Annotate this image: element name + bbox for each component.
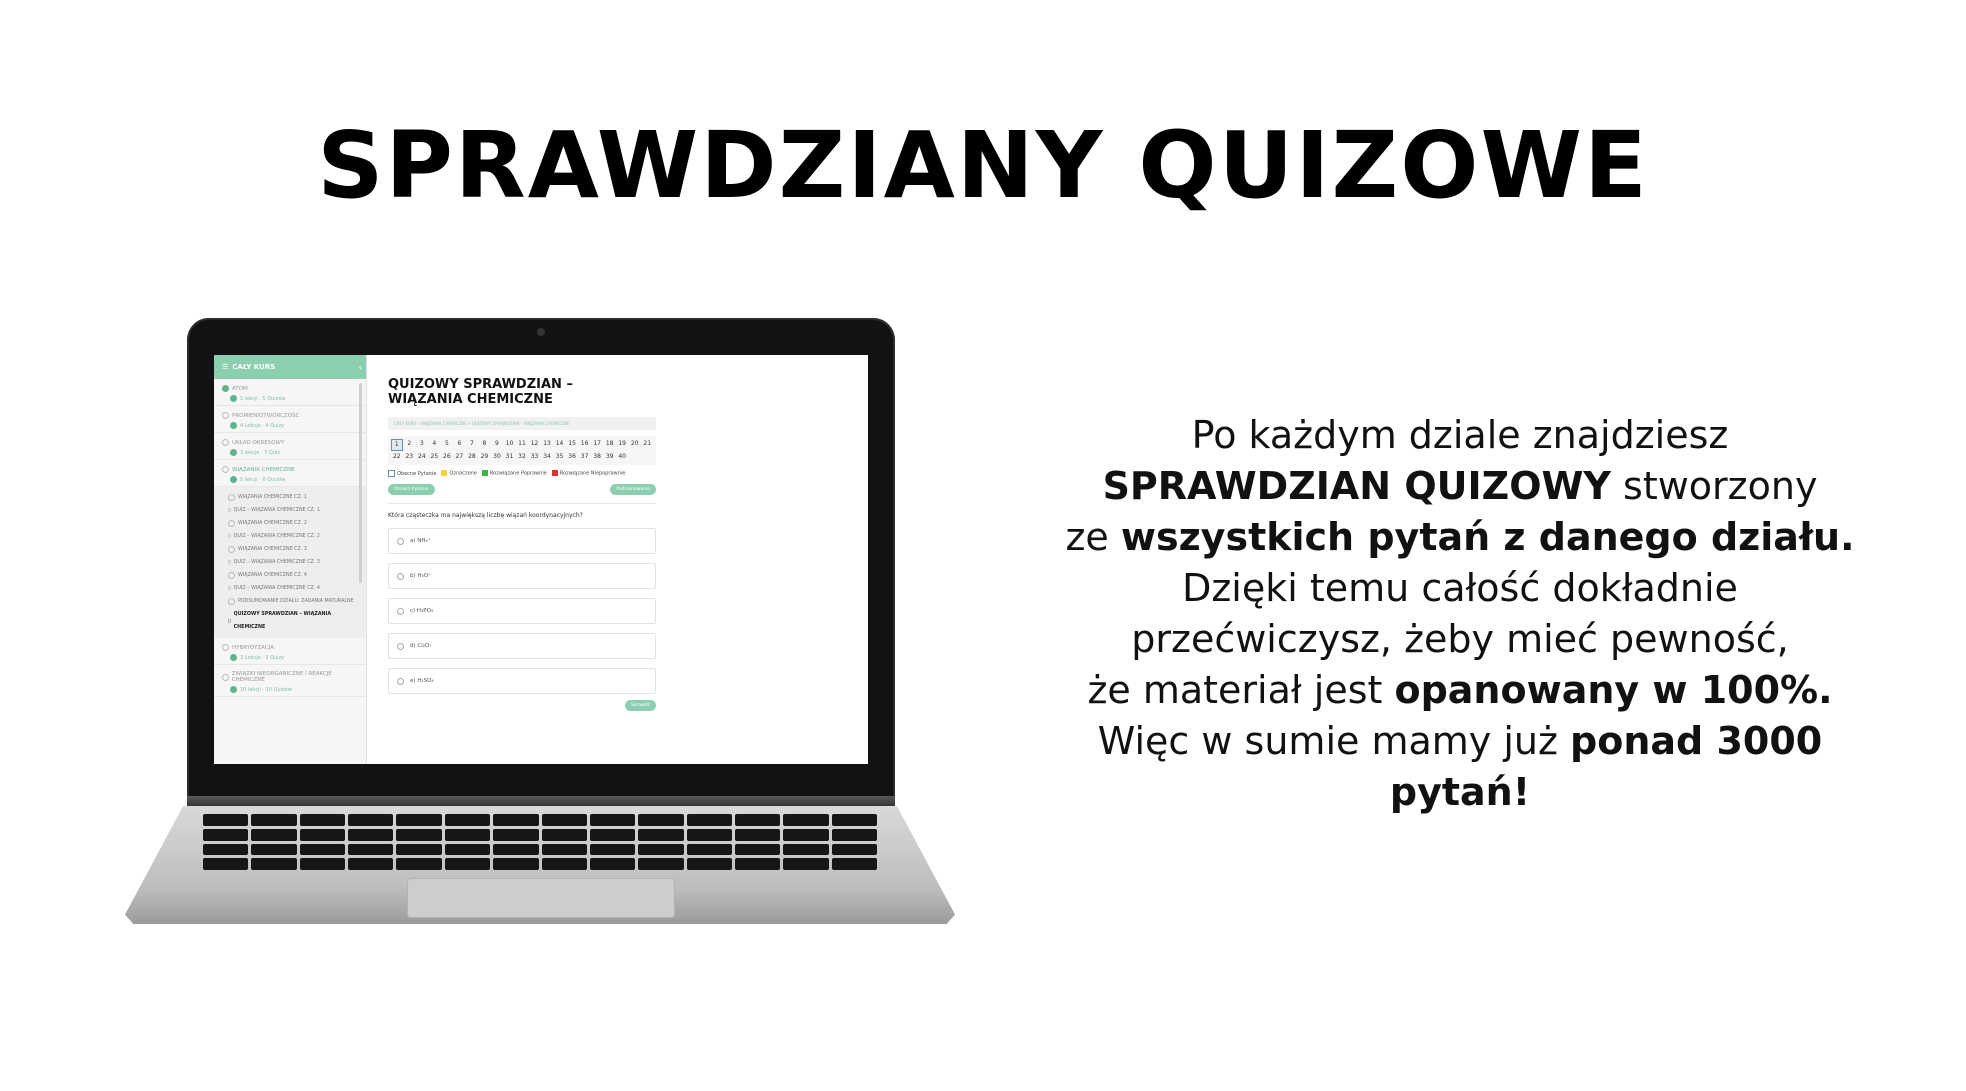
document-icon: ▯ bbox=[228, 586, 231, 591]
circle-icon bbox=[228, 494, 235, 501]
keyboard-key bbox=[783, 858, 828, 870]
keyboard-key bbox=[348, 858, 393, 870]
keyboard-key bbox=[396, 814, 441, 826]
square-icon bbox=[441, 470, 447, 476]
question-number-39[interactable]: 39 bbox=[605, 453, 614, 460]
question-number-29[interactable]: 29 bbox=[480, 453, 489, 460]
description-line: Więc w sumie mamy już bbox=[1097, 719, 1571, 763]
keyboard-key bbox=[735, 858, 780, 870]
description-line: że materiał jest bbox=[1087, 668, 1395, 712]
laptop-mockup bbox=[125, 318, 955, 933]
keyboard-key bbox=[203, 844, 248, 856]
lesson-label: PODSUMOWANIE DZIAŁU: ZADANIA MATURALNE bbox=[238, 599, 354, 604]
check-icon bbox=[230, 395, 237, 402]
question-number-4[interactable]: 4 bbox=[432, 440, 437, 447]
question-number-19[interactable]: 19 bbox=[618, 440, 626, 447]
lesson-label: QUIZ – WIĄZANIA CHEMICZNE CZ. 1 bbox=[233, 508, 320, 513]
question-number-3[interactable]: 3 bbox=[419, 440, 424, 447]
option-label: d) Cl₂O₇ bbox=[410, 643, 432, 649]
legend-label: Rozwiązane Poprawnie bbox=[489, 470, 547, 477]
question-text: Która cząsteczka ma największą liczbę wiązań koordynacyjnych? bbox=[388, 512, 583, 519]
quiz-item-current[interactable] bbox=[228, 608, 360, 634]
keyboard-key bbox=[251, 829, 296, 841]
section-meta: 3 lekcje · 7 Quiz bbox=[240, 449, 281, 456]
question-number-6[interactable]: 6 bbox=[457, 440, 462, 447]
keyboard-key bbox=[638, 829, 683, 841]
quiz-main bbox=[388, 377, 656, 711]
keyboard-key bbox=[493, 814, 538, 826]
question-number-40[interactable]: 40 bbox=[618, 453, 626, 460]
keyboard-key bbox=[542, 858, 587, 870]
legend-wrong bbox=[552, 470, 625, 477]
laptop-screen bbox=[214, 355, 868, 764]
legend-label: Obecne Pytanie bbox=[397, 471, 437, 477]
question-number-31[interactable]: 31 bbox=[505, 453, 514, 460]
sidebar-section-zwiazki[interactable] bbox=[214, 665, 366, 697]
question-number-21[interactable]: 21 bbox=[643, 440, 652, 447]
keyboard-key bbox=[783, 844, 828, 856]
keyboard-key bbox=[638, 858, 683, 870]
question-number-14[interactable]: 14 bbox=[555, 440, 564, 447]
answer-option-b[interactable] bbox=[388, 563, 656, 589]
keyboard-key bbox=[590, 844, 635, 856]
keyboard-key bbox=[396, 858, 441, 870]
keyboard-key bbox=[832, 814, 877, 826]
answer-option-a[interactable] bbox=[388, 528, 656, 554]
keyboard-key bbox=[251, 814, 296, 826]
mark-question-button[interactable]: Oznacz Pytanie bbox=[388, 484, 435, 495]
description-line: Dzięki temu całość dokładnie bbox=[1182, 566, 1738, 610]
question-number-27[interactable]: 27 bbox=[455, 453, 464, 460]
question-number-2[interactable]: 2 bbox=[407, 440, 412, 447]
question-number-33[interactable]: 33 bbox=[530, 453, 539, 460]
answer-option-d[interactable] bbox=[388, 633, 656, 659]
keyboard-key bbox=[396, 829, 441, 841]
section-meta: 10 lekcji · 10 Quizów bbox=[240, 686, 292, 693]
lesson-item[interactable] bbox=[228, 595, 360, 608]
radio-icon bbox=[397, 678, 404, 685]
question-number-37[interactable]: 37 bbox=[580, 453, 589, 460]
document-icon: ▯ bbox=[228, 560, 231, 565]
keyboard-key bbox=[783, 829, 828, 841]
check-icon bbox=[222, 385, 229, 392]
description-text bbox=[1030, 410, 1890, 818]
keyboard-key bbox=[687, 858, 732, 870]
legend-current bbox=[388, 470, 436, 477]
keyboard-key bbox=[445, 829, 490, 841]
quiz-title-line-2: WIĄZANIA CHEMICZNE bbox=[388, 392, 553, 407]
sidebar-header[interactable] bbox=[214, 355, 366, 379]
option-label: a) NH₄⁺ bbox=[410, 538, 431, 544]
section-name: ATOM bbox=[232, 385, 248, 392]
description-bold: wszystkich pytań z danego działu. bbox=[1120, 515, 1855, 559]
lesson-item[interactable] bbox=[228, 543, 360, 556]
radio-icon bbox=[397, 643, 404, 650]
keyboard-key bbox=[832, 829, 877, 841]
keyboard bbox=[203, 814, 877, 870]
question-number-17[interactable]: 17 bbox=[593, 440, 601, 447]
keyboard-key bbox=[542, 814, 587, 826]
keyboard-key bbox=[638, 844, 683, 856]
keyboard-key bbox=[735, 829, 780, 841]
lesson-item[interactable] bbox=[228, 569, 360, 582]
question-number-18[interactable]: 18 bbox=[605, 440, 614, 447]
circle-icon bbox=[222, 439, 229, 446]
question-number-7[interactable]: 7 bbox=[469, 440, 474, 447]
lesson-item[interactable] bbox=[228, 517, 360, 530]
lesson-label: WIĄZANIA CHEMICZNE CZ. 2 bbox=[238, 521, 307, 526]
question-number-9[interactable]: 9 bbox=[495, 440, 499, 447]
circle-icon bbox=[228, 520, 235, 527]
lesson-label: WIĄZANIA CHEMICZNE CZ. 1 bbox=[238, 495, 307, 500]
keyboard-key bbox=[638, 814, 683, 826]
check-icon bbox=[230, 686, 237, 693]
quiz-title bbox=[388, 377, 656, 407]
question-number-5[interactable]: 5 bbox=[444, 440, 449, 447]
radio-icon bbox=[397, 538, 404, 545]
keyboard-key bbox=[300, 829, 345, 841]
lesson-label: QUIZ – WIĄZANIA CHEMICZNE CZ. 3 bbox=[233, 560, 320, 565]
option-label: e) H₂SO₄ bbox=[410, 678, 434, 684]
course-sidebar bbox=[214, 355, 367, 764]
keyboard-key bbox=[203, 829, 248, 841]
lesson-label: QUIZ – WIĄZANIA CHEMICZNE CZ. 4 bbox=[233, 586, 320, 591]
keyboard-key bbox=[251, 844, 296, 856]
square-icon bbox=[388, 470, 395, 477]
section-name: PROMIENIOTWÓRCZOŚĆ bbox=[232, 412, 300, 419]
list-icon: ☰ bbox=[222, 363, 229, 371]
sidebar-header-label: CAŁY KURS bbox=[232, 363, 276, 371]
description-line: stworzony bbox=[1610, 464, 1818, 508]
circle-icon bbox=[228, 572, 235, 579]
sidebar-section-wiazania[interactable] bbox=[214, 460, 366, 487]
question-number-38[interactable]: 38 bbox=[593, 453, 601, 460]
keyboard-key bbox=[348, 844, 393, 856]
chevron-left-icon[interactable]: ‹ bbox=[358, 362, 362, 372]
question-number-grid bbox=[388, 436, 656, 465]
legend-marked bbox=[441, 470, 476, 477]
keyboard-key bbox=[590, 829, 635, 841]
sidebar-section-promieniotworczosc[interactable] bbox=[214, 406, 366, 433]
breadcrumb[interactable]: CAŁY KURS » WIĄZANIA CHEMICZNE » QUIZOWY SPRAWDZIAN – WIĄZANIA CHEMICZNE bbox=[388, 417, 656, 430]
keyboard-key bbox=[348, 829, 393, 841]
camera-icon bbox=[537, 328, 545, 336]
sidebar-section-uklad-okresowy[interactable] bbox=[214, 433, 366, 460]
question-number-16[interactable]: 16 bbox=[580, 440, 589, 447]
question-number-10[interactable]: 10 bbox=[505, 440, 514, 447]
keyboard-key bbox=[203, 858, 248, 870]
touchpad bbox=[407, 878, 675, 918]
question-number-13[interactable]: 13 bbox=[543, 440, 551, 447]
section-meta: 5 lekcji · 6 Quizów bbox=[240, 476, 286, 483]
keyboard-key bbox=[300, 858, 345, 870]
document-icon: ▯ bbox=[228, 534, 231, 539]
keyboard-key bbox=[493, 829, 538, 841]
keyboard-key bbox=[445, 844, 490, 856]
document-icon: ▯ bbox=[228, 508, 231, 513]
answer-option-c[interactable] bbox=[388, 598, 656, 624]
keyboard-key bbox=[590, 814, 635, 826]
option-label: b) H₃O⁺ bbox=[410, 573, 431, 579]
keyboard-key bbox=[832, 844, 877, 856]
circle-icon bbox=[222, 644, 229, 651]
description-bold: pytań! bbox=[1389, 770, 1531, 814]
section-meta: 4 Lekcje · 4 Quizy bbox=[240, 422, 285, 429]
keyboard-key bbox=[542, 844, 587, 856]
summary-button[interactable]: Podsumowanie bbox=[610, 484, 656, 495]
page-title: SPRAWDZIANY QUIZOWE bbox=[317, 112, 1649, 219]
keyboard-key bbox=[735, 844, 780, 856]
keyboard-key bbox=[783, 814, 828, 826]
keyboard-key bbox=[493, 844, 538, 856]
question-number-24[interactable]: 24 bbox=[417, 453, 426, 460]
quiz-title-line-1: QUIZOWY SPRAWDZIAN – bbox=[388, 377, 573, 392]
legend-label: Rozwiązane Niepoprawnie bbox=[559, 470, 626, 477]
lesson-item[interactable] bbox=[228, 491, 360, 504]
keyboard-key bbox=[493, 858, 538, 870]
lesson-label: QUIZOWY SPRAWDZIAN – WIĄZANIA CHEMICZNE bbox=[233, 612, 332, 630]
keyboard-key bbox=[396, 844, 441, 856]
keyboard-key bbox=[542, 829, 587, 841]
legend-label: Oznaczone bbox=[449, 470, 477, 477]
section-meta: 3 Lekcje · 3 Quizy bbox=[240, 654, 285, 661]
divider bbox=[388, 503, 656, 504]
status-legend bbox=[388, 470, 656, 477]
keyboard-key bbox=[251, 858, 296, 870]
question-number-20[interactable]: 20 bbox=[630, 440, 639, 447]
check-icon bbox=[230, 476, 237, 483]
section-name: WIĄZANIA CHEMICZNE bbox=[232, 466, 295, 473]
description-line: ze bbox=[1065, 515, 1121, 559]
question-number-34[interactable]: 34 bbox=[543, 453, 551, 460]
question-number-32[interactable]: 32 bbox=[518, 453, 526, 460]
description-line: Po każdym dziale znajdziesz bbox=[1191, 413, 1729, 457]
keyboard-key bbox=[687, 844, 732, 856]
keyboard-key bbox=[203, 814, 248, 826]
keyboard-key bbox=[445, 814, 490, 826]
question-number-11[interactable]: 11 bbox=[518, 440, 526, 447]
check-button[interactable]: Sprawdź bbox=[625, 700, 656, 711]
quiz-item[interactable] bbox=[228, 504, 360, 517]
legend-correct bbox=[482, 470, 547, 477]
check-icon bbox=[230, 422, 237, 429]
description-bold: opanowany w 100%. bbox=[1394, 668, 1833, 712]
circle-icon bbox=[228, 546, 235, 553]
circle-icon bbox=[228, 598, 235, 605]
section-name: ZWIĄZKI NIEORGANICZNE I REAKCJE CHEMICZNE bbox=[231, 671, 332, 683]
description-bold: SPRAWDZIAN QUIZOWY bbox=[1102, 464, 1611, 508]
circle-icon bbox=[222, 466, 229, 473]
keyboard-key bbox=[348, 814, 393, 826]
quiz-item[interactable] bbox=[228, 530, 360, 543]
answer-option-e[interactable] bbox=[388, 668, 656, 694]
sidebar-section-atom[interactable] bbox=[214, 379, 366, 406]
question-number-1[interactable]: 1 bbox=[391, 439, 403, 451]
question-number-25[interactable]: 25 bbox=[430, 453, 439, 460]
question-number-15[interactable]: 15 bbox=[568, 440, 576, 447]
question-number-30[interactable]: 30 bbox=[493, 453, 501, 460]
sidebar-section-hybrydyzacja[interactable] bbox=[214, 638, 366, 665]
lesson-label: WIĄZANIA CHEMICZNE CZ. 4 bbox=[238, 573, 307, 578]
question-number-8[interactable]: 8 bbox=[482, 440, 487, 447]
sidebar-scrollbar[interactable] bbox=[359, 383, 362, 583]
keyboard-key bbox=[590, 858, 635, 870]
question-number-36[interactable]: 36 bbox=[568, 453, 576, 460]
keyboard-key bbox=[300, 844, 345, 856]
lesson-label: WIĄZANIA CHEMICZNE CZ. 3 bbox=[238, 547, 307, 552]
section-name: HYBRYDYZACJA bbox=[232, 644, 274, 651]
question-number-22[interactable]: 22 bbox=[392, 453, 401, 460]
keyboard-key bbox=[300, 814, 345, 826]
quiz-item[interactable] bbox=[228, 556, 360, 569]
circle-icon bbox=[222, 674, 229, 681]
keyboard-key bbox=[687, 814, 732, 826]
question-number-26[interactable]: 26 bbox=[443, 453, 451, 460]
laptop-lid bbox=[187, 318, 895, 800]
quiz-item[interactable] bbox=[228, 582, 360, 595]
document-icon: ▯ bbox=[228, 618, 231, 624]
check-icon bbox=[230, 654, 237, 661]
circle-icon bbox=[222, 412, 229, 419]
keyboard-key bbox=[445, 858, 490, 870]
keyboard-key bbox=[832, 858, 877, 870]
keyboard-key bbox=[735, 814, 780, 826]
question-number-35[interactable]: 35 bbox=[555, 453, 564, 460]
question-number-28[interactable]: 28 bbox=[468, 453, 476, 460]
question-number-12[interactable]: 12 bbox=[530, 440, 539, 447]
section-name: UKŁAD OKRESOWY bbox=[232, 439, 285, 446]
description-line: przećwiczysz, żeby mieć pewność, bbox=[1131, 617, 1789, 661]
section-meta: 5 lekcji · 5 Quizów bbox=[240, 395, 286, 402]
keyboard-key bbox=[687, 829, 732, 841]
radio-icon bbox=[397, 608, 404, 615]
check-icon bbox=[230, 449, 237, 456]
description-bold: ponad 3000 bbox=[1570, 719, 1823, 763]
question-number-23[interactable]: 23 bbox=[405, 453, 414, 460]
square-icon bbox=[482, 470, 488, 476]
option-label: c) H₃PO₄ bbox=[410, 608, 434, 614]
lesson-list bbox=[214, 487, 366, 638]
radio-icon bbox=[397, 573, 404, 580]
lesson-label: QUIZ – WIĄZANIA CHEMICZNE CZ. 2 bbox=[233, 534, 320, 539]
laptop-base bbox=[125, 806, 955, 924]
square-icon bbox=[552, 470, 558, 476]
